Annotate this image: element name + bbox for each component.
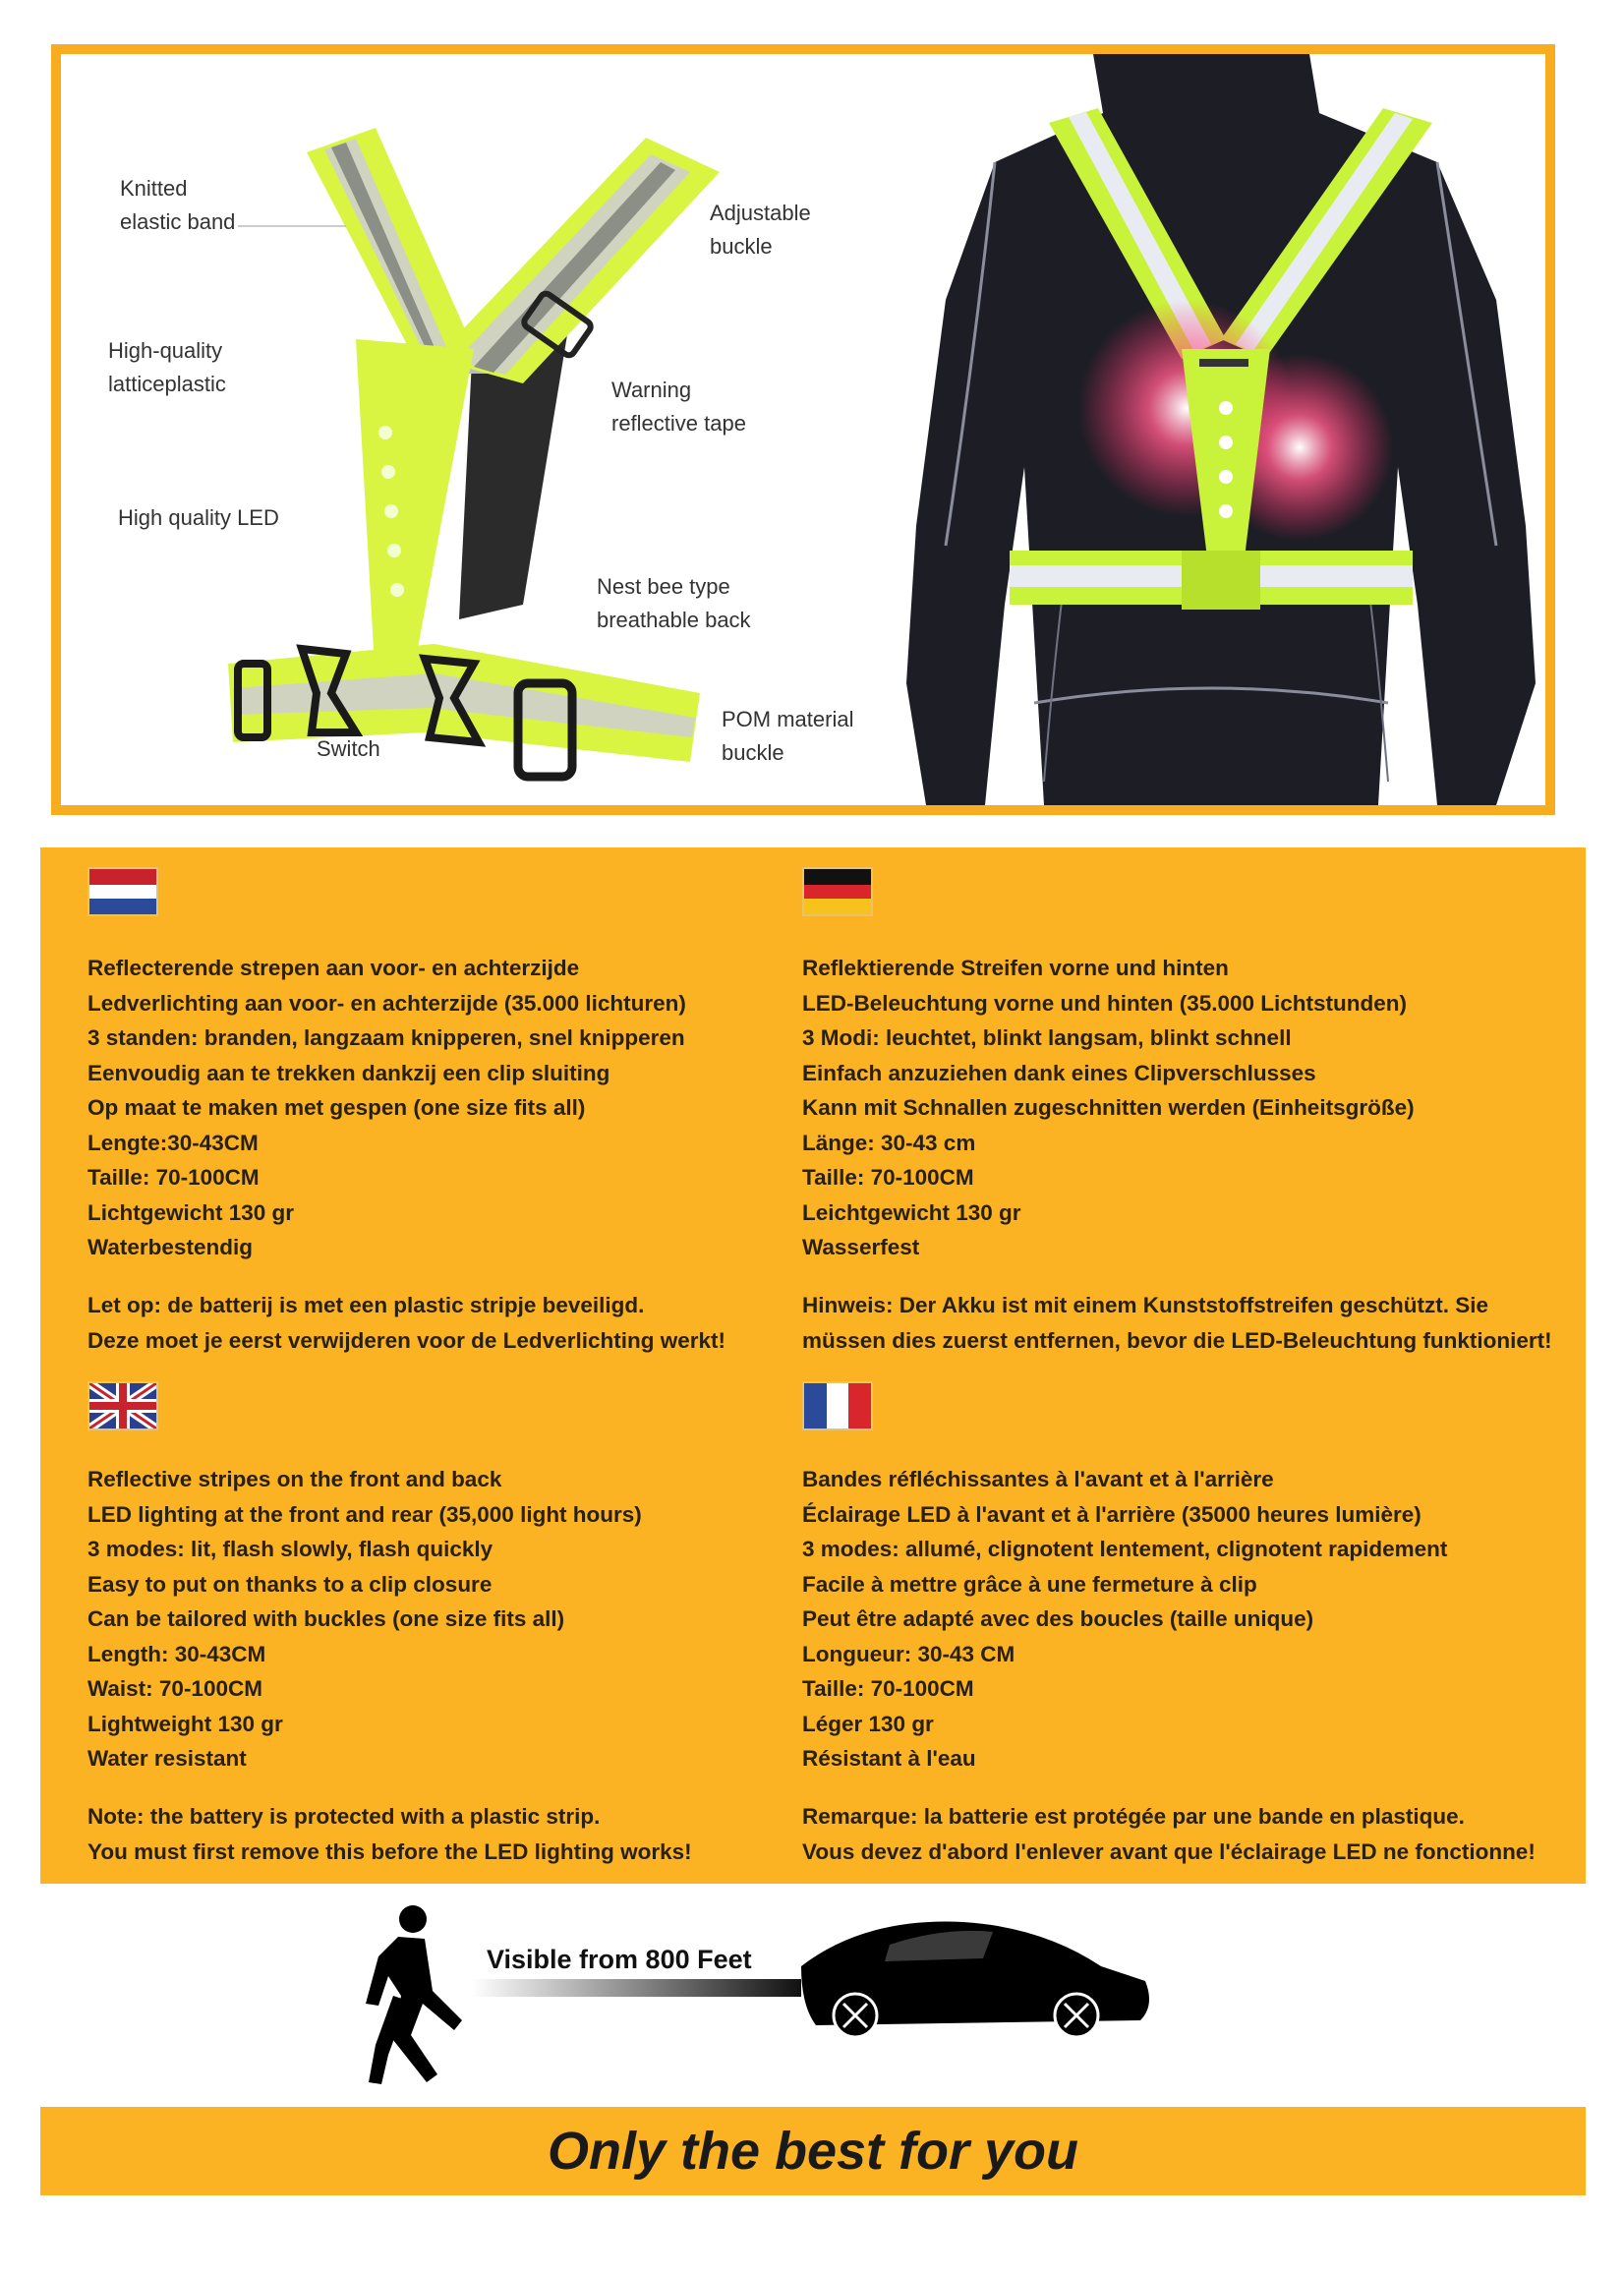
list-item: Reflective stripes on the front and back xyxy=(87,1467,502,1491)
battery-note-french xyxy=(802,1799,1536,1869)
list-item: Leichtgewicht 130 gr xyxy=(802,1199,1021,1225)
note-line: You must first remove this before the LED lighting works! xyxy=(87,1838,692,1864)
list-item: Reflektierende Streifen vorne und hinten xyxy=(802,956,1229,980)
battery-note-english xyxy=(87,1799,692,1869)
list-item: LED-Beleuchtung vorne und hinten (35.000 Lichtstunden) xyxy=(802,990,1408,1016)
callout-pom-buckle: POM material buckle xyxy=(722,707,854,765)
runner-icon xyxy=(366,1905,462,2084)
features-list-dutch xyxy=(87,951,686,1265)
note-line: Vous devez d'abord l'enlever avant que l'éclairage LED ne fonctionne! xyxy=(802,1838,1536,1864)
list-item: Wasserfest xyxy=(802,1235,920,1259)
battery-note-german xyxy=(802,1288,1552,1358)
callout-warning-tape: Warning reflective tape xyxy=(611,378,746,436)
callout-switch: Switch xyxy=(317,736,380,761)
callout-adjustable-buckle: Adjustable buckle xyxy=(710,201,811,259)
list-item: Résistant à l'eau xyxy=(802,1746,976,1771)
list-item: Length: 30-43CM xyxy=(87,1641,266,1666)
product-info-panel xyxy=(40,847,1586,1884)
france-flag-icon xyxy=(802,1381,873,1430)
list-item: Einfach anzuziehen dank eines Clipverschlusses xyxy=(802,1060,1316,1085)
list-item: 3 standen: branden, langzaam knipperen, snel knipperen xyxy=(87,1025,685,1050)
note-line: Let op: de batterij is met een plastic stripje beveiligd. xyxy=(87,1293,645,1317)
visibility-label: Visible from 800 Feet xyxy=(487,1945,752,1974)
list-item: Kann mit Schnallen zugeschnitten werden (Einheitsgröße) xyxy=(802,1095,1415,1120)
list-item: Taille: 70-100CM xyxy=(87,1165,260,1190)
list-item: Longueur: 30-43 CM xyxy=(802,1641,1015,1666)
list-item: Taille: 70-100CM xyxy=(802,1676,974,1701)
list-item: Eenvoudig aan te trekken dankzij een clip sluiting xyxy=(87,1060,610,1085)
features-list-german xyxy=(802,951,1415,1265)
list-item: Easy to put on thanks to a clip closure xyxy=(87,1571,493,1597)
product-image-frame xyxy=(51,44,1555,815)
slogan-text: Only the best for you xyxy=(547,2122,1079,2181)
list-item: Éclairage LED à l'avant et à l'arrière (35000 heures lumière) xyxy=(802,1501,1421,1527)
battery-note-dutch xyxy=(87,1288,725,1358)
runner-car-illustration xyxy=(0,1897,1624,2094)
list-item: LED lighting at the front and rear (35,000 light hours) xyxy=(87,1501,642,1527)
note-line: Hinweis: Der Akku ist mit einem Kunststoffstreifen geschützt. Sie xyxy=(802,1293,1489,1317)
list-item: 3 modes: lit, flash slowly, flash quickly xyxy=(87,1537,493,1561)
note-line: Note: the battery is protected with a plastic strip. xyxy=(87,1804,601,1829)
list-item: Lichtgewicht 130 gr xyxy=(87,1199,295,1225)
list-item: Lightweight 130 gr xyxy=(87,1711,283,1736)
list-item: Can be tailored with buckles (one size fits all) xyxy=(87,1606,565,1631)
list-item: Facile à mettre grâce à une fermeture à clip xyxy=(802,1571,1257,1597)
netherlands-flag-icon xyxy=(87,867,158,916)
features-list-english xyxy=(87,1462,642,1777)
list-item: Waist: 70-100CM xyxy=(87,1676,262,1701)
list-item: Waterbestendig xyxy=(87,1235,253,1259)
vest-illustration xyxy=(61,54,887,805)
slogan-banner xyxy=(40,2107,1586,2195)
list-item: Länge: 30-43 cm xyxy=(802,1130,976,1155)
runner-wearing-vest-image xyxy=(887,54,1545,805)
note-line: Deze moet je eerst verwijderen voor de Ledverlichting werkt! xyxy=(87,1327,725,1353)
germany-flag-icon xyxy=(802,867,873,916)
language-block-english xyxy=(87,1381,835,1873)
list-item: Bandes réfléchissantes à l'avant et à l'arrière xyxy=(802,1467,1274,1491)
callout-nest-bee-back: Nest bee type breathable back xyxy=(597,574,751,632)
list-item: Op maat te maken met gespen (one size fits all) xyxy=(87,1095,586,1120)
vest-diagram xyxy=(61,54,887,805)
language-block-german xyxy=(802,867,1552,1359)
list-item: 3 modes: allumé, clignotent lentement, clignotent rapidement xyxy=(802,1537,1448,1561)
list-item: Peut être adapté avec des boucles (taille unique) xyxy=(802,1606,1314,1631)
uk-flag-icon xyxy=(87,1381,158,1430)
language-block-dutch xyxy=(87,867,835,1359)
language-block-french xyxy=(802,1381,1549,1873)
callout-lattice-plastic: High-quality latticeplastic xyxy=(108,338,226,396)
list-item: Water resistant xyxy=(87,1746,247,1771)
features-list-french xyxy=(802,1462,1447,1777)
list-item: Léger 130 gr xyxy=(802,1711,934,1736)
list-item: Ledverlichting aan voor- en achterzijde (35.000 lichturen) xyxy=(87,990,686,1016)
callout-knitted-band: Knitted elastic band xyxy=(120,176,236,234)
runner-photo xyxy=(887,54,1545,805)
list-item: 3 Modi: leuchtet, blinkt langsam, blinkt schnell xyxy=(802,1025,1292,1050)
list-item: Taille: 70-100CM xyxy=(802,1165,974,1190)
list-item: Reflecterende strepen aan voor- en achterzijde xyxy=(87,956,580,980)
note-line: müssen dies zuerst entfernen, bevor die LED-Beleuchtung funktioniert! xyxy=(802,1327,1552,1353)
car-icon xyxy=(801,1922,1149,2037)
list-item: Lengte:30-43CM xyxy=(87,1130,259,1155)
visibility-graphic xyxy=(0,1897,1624,2094)
callout-high-quality-led: High quality LED xyxy=(118,505,279,530)
note-line: Remarque: la batterie est protégée par une bande en plastique. xyxy=(802,1804,1465,1829)
